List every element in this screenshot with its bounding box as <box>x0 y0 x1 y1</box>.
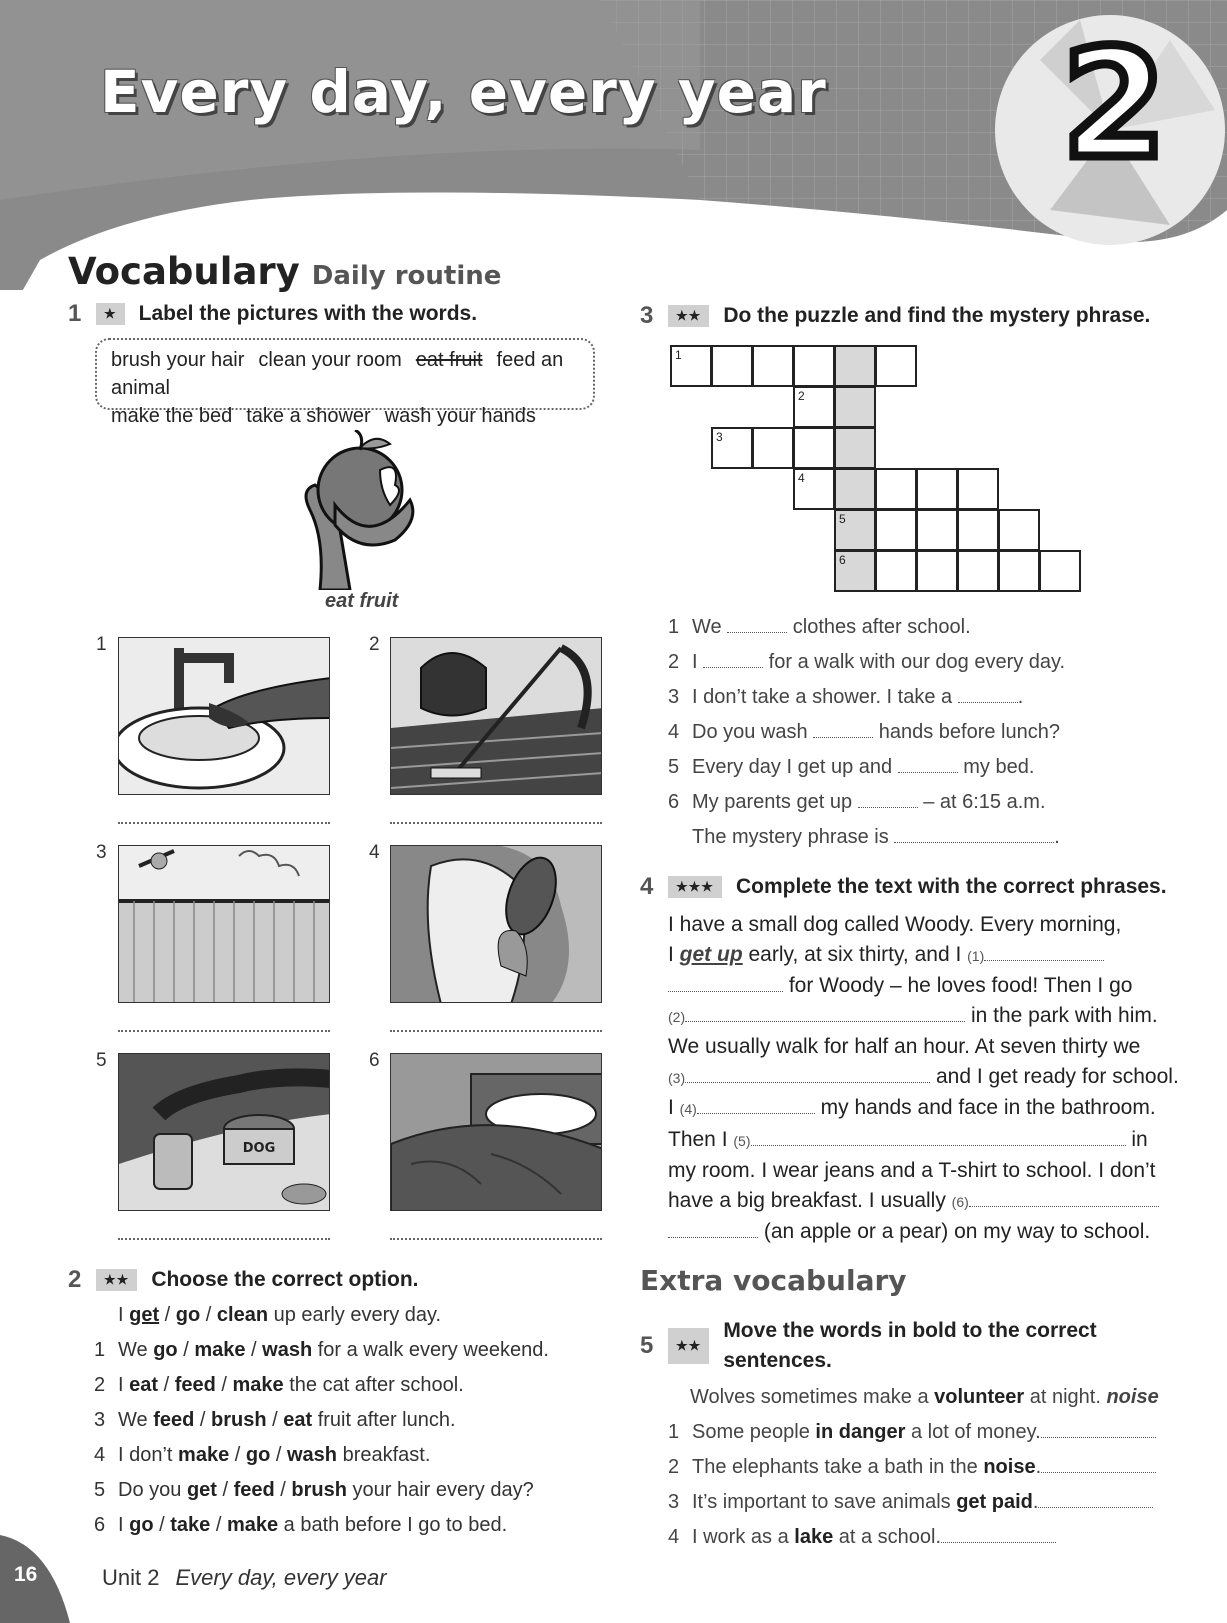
ex4-instruction: Complete the text with the correct phrases. <box>735 875 1167 898</box>
picture-number: 5 <box>96 1050 107 1071</box>
section-title: Vocabulary <box>68 250 300 293</box>
crossword-clue-number: 1 <box>675 348 682 362</box>
gap[interactable] <box>685 1069 930 1083</box>
crossword-cell[interactable] <box>916 468 958 510</box>
gap-number: (6) <box>951 1193 969 1210</box>
picture-clean-room <box>390 637 602 795</box>
mystery-phrase[interactable]: The mystery phrase is . <box>692 826 1060 848</box>
crossword-cell[interactable] <box>793 345 835 387</box>
ex5-item[interactable]: 1 Some people in danger a lot of money. <box>668 1415 1159 1450</box>
ex3-heading <box>640 302 1150 330</box>
crossword-cell[interactable] <box>834 468 876 510</box>
ex3-number: 3 <box>640 302 654 329</box>
answer-line[interactable] <box>118 1030 330 1032</box>
clue[interactable]: 1 We clothes after school. <box>668 616 971 638</box>
gap[interactable] <box>751 1132 1126 1146</box>
answer-line[interactable] <box>390 1030 602 1032</box>
crossword-cell[interactable] <box>1039 550 1081 592</box>
picture-number: 6 <box>369 1050 380 1071</box>
gap[interactable] <box>984 947 1104 961</box>
crossword-cell[interactable] <box>916 550 958 592</box>
gap[interactable] <box>668 978 783 992</box>
ex2-instruction: Choose the correct option. <box>151 1268 419 1291</box>
word: brush your hair <box>111 349 245 371</box>
ex2-heading <box>68 1266 419 1294</box>
ex5-example: Wolves sometimes make a volunteer at night. noise <box>690 1386 1159 1408</box>
footer-text: Unit 2 Every day, every year <box>102 1565 387 1590</box>
clue[interactable]: 6 My parents get up – at 6:15 a.m. <box>668 791 1046 813</box>
ex5-stars: ★★ <box>668 1328 709 1364</box>
crossword-cell[interactable] <box>834 386 876 428</box>
ex5-list <box>668 1380 1159 1555</box>
crossword-cell[interactable] <box>670 345 712 387</box>
ex1-number: 1 <box>68 300 82 327</box>
picture-shower <box>118 845 330 1003</box>
crossword-cell[interactable] <box>793 386 835 428</box>
picture-number: 3 <box>96 842 107 863</box>
ex5-item[interactable]: 2 The elephants take a bath in the noise. <box>668 1450 1159 1485</box>
picture-number: 4 <box>369 842 380 863</box>
crossword-clue-number: 5 <box>839 512 846 526</box>
ex4-stars: ★★★ <box>668 876 722 898</box>
word: take a shower <box>246 405 371 427</box>
ex4-number: 4 <box>640 873 654 900</box>
answer-line[interactable] <box>118 822 330 824</box>
unit-title: Every day, every year <box>100 58 827 126</box>
ex5-instruction: Move the words in bold to the correct sentences. <box>723 1319 1097 1372</box>
ex2-item[interactable]: 6 I go / take / make a bath before I go to bed. <box>94 1514 508 1536</box>
word: clean your room <box>258 349 402 371</box>
picture-number: 1 <box>96 634 107 655</box>
crossword-cell[interactable] <box>834 509 876 551</box>
ex2-item[interactable]: 1 We go / make / wash for a walk every weekend. <box>94 1339 549 1361</box>
crossword-cell[interactable] <box>916 509 958 551</box>
word: wash your hands <box>384 405 536 427</box>
crossword-cell[interactable] <box>957 509 999 551</box>
ex3-clues <box>668 610 1065 855</box>
gap-number: (3) <box>668 1069 686 1086</box>
clue[interactable]: 5 Every day I get up and my bed. <box>668 756 1035 778</box>
crossword-cell[interactable] <box>834 345 876 387</box>
gap[interactable] <box>685 1008 965 1022</box>
gap[interactable] <box>969 1193 1159 1207</box>
gap-number: (5) <box>733 1132 751 1149</box>
crossword-cell[interactable] <box>793 427 835 469</box>
picture-number: 2 <box>369 634 380 655</box>
crossword-cell[interactable] <box>875 468 917 510</box>
crossword-cell[interactable] <box>834 427 876 469</box>
ex4-text: I have a small dog called Woody. Every morning, I get up early, at six thirty, and I (1) for Woody – he loves food! Then I go (2) in the park with him. We usually walk for half an hour. At seven thirty we (3) and I get ready for school. I (4) my hands and face in the bathroom. Then I (5) in my room. I wear jeans and a T-shirt to school. I don’t have a big breakfast. I usually (6) (an apple or a pear) on my way to school. <box>668 913 1179 1243</box>
clue[interactable]: 3 I don’t take a shower. I take a . <box>668 686 1024 708</box>
crossword-cell[interactable] <box>793 468 835 510</box>
ex5-number: 5 <box>640 1332 654 1359</box>
word-box <box>95 338 595 427</box>
word: make the bed <box>111 405 233 427</box>
ex2-example: I get / go / clean up early every day. <box>118 1304 442 1326</box>
answer-line[interactable] <box>390 1238 602 1240</box>
gap-number: (1) <box>967 947 985 964</box>
ex1-instruction: Label the pictures with the words. <box>138 302 478 325</box>
ex4-heading <box>640 873 1167 901</box>
ex2-item[interactable]: 4 I don’t make / go / wash breakfast. <box>94 1444 431 1466</box>
page-number: 16 <box>14 1563 38 1586</box>
ex2-item[interactable]: 2 I eat / feed / make the cat after school. <box>94 1374 464 1396</box>
header-banner <box>0 0 1227 290</box>
crossword-cell[interactable] <box>834 550 876 592</box>
crossword-cell[interactable] <box>998 550 1040 592</box>
crossword-cell[interactable] <box>957 468 999 510</box>
picture-feed-animal <box>118 1053 330 1211</box>
ex3-instruction: Do the puzzle and find the mystery phrase. <box>723 304 1151 327</box>
apple-hand-illustration <box>280 430 440 590</box>
crossword-cell[interactable] <box>711 345 753 387</box>
crossword-clue-number: 6 <box>839 553 846 567</box>
crossword-clue-number: 2 <box>798 389 805 403</box>
unit-number: 2 <box>1062 18 1167 192</box>
gap-number: (2) <box>668 1008 686 1025</box>
extra-vocabulary-title: Extra vocabulary <box>640 1264 907 1297</box>
ex1-heading <box>68 300 477 328</box>
ex5-item[interactable]: 4 I work as a lake at a school. <box>668 1520 1159 1555</box>
bowl-label: DOG <box>242 1141 276 1156</box>
gap-number: (4) <box>679 1101 697 1117</box>
word: feed an animal <box>111 349 564 399</box>
ex2-number: 2 <box>68 1266 82 1293</box>
crossword-cell[interactable] <box>752 345 794 387</box>
crossword-cell[interactable] <box>875 550 917 592</box>
picture-wash-hands <box>118 637 330 795</box>
crossword-cell[interactable] <box>875 509 917 551</box>
answer-line[interactable] <box>118 1238 330 1240</box>
word-crossed: eat fruit <box>415 349 483 371</box>
picture-make-bed <box>390 1053 602 1211</box>
ex2-item[interactable]: 5 Do you get / feed / brush your hair every day? <box>94 1479 534 1501</box>
gap[interactable] <box>668 1224 758 1238</box>
crossword-cell[interactable] <box>752 427 794 469</box>
clue[interactable]: 4 Do you wash hands before lunch? <box>668 721 1060 743</box>
example-label: eat fruit <box>325 590 399 612</box>
example-answer: get up <box>679 942 743 966</box>
crossword-cell[interactable] <box>957 550 999 592</box>
ex2-item[interactable]: 3 We feed / brush / eat fruit after lunch. <box>94 1409 456 1431</box>
gap[interactable] <box>697 1100 815 1114</box>
clue[interactable]: 2 I for a walk with our dog every day. <box>668 651 1066 673</box>
section-subtitle: Daily routine <box>311 261 502 291</box>
answer-line[interactable] <box>390 822 602 824</box>
crossword-clue-number: 3 <box>716 430 723 444</box>
crossword-clue-number: 4 <box>798 471 805 485</box>
ex3-stars: ★★ <box>668 305 709 327</box>
crossword-cell[interactable] <box>998 509 1040 551</box>
crossword-cell[interactable] <box>875 345 917 387</box>
section-heading <box>68 250 501 293</box>
ex1-stars: ★ <box>96 303 125 325</box>
ex5-item[interactable]: 3 It’s important to save animals get paid. <box>668 1485 1159 1520</box>
crossword-cell[interactable] <box>711 427 753 469</box>
ex2-stars: ★★ <box>96 1269 137 1291</box>
picture-brush-hair <box>390 845 602 1003</box>
ex5-heading <box>640 1316 1200 1376</box>
